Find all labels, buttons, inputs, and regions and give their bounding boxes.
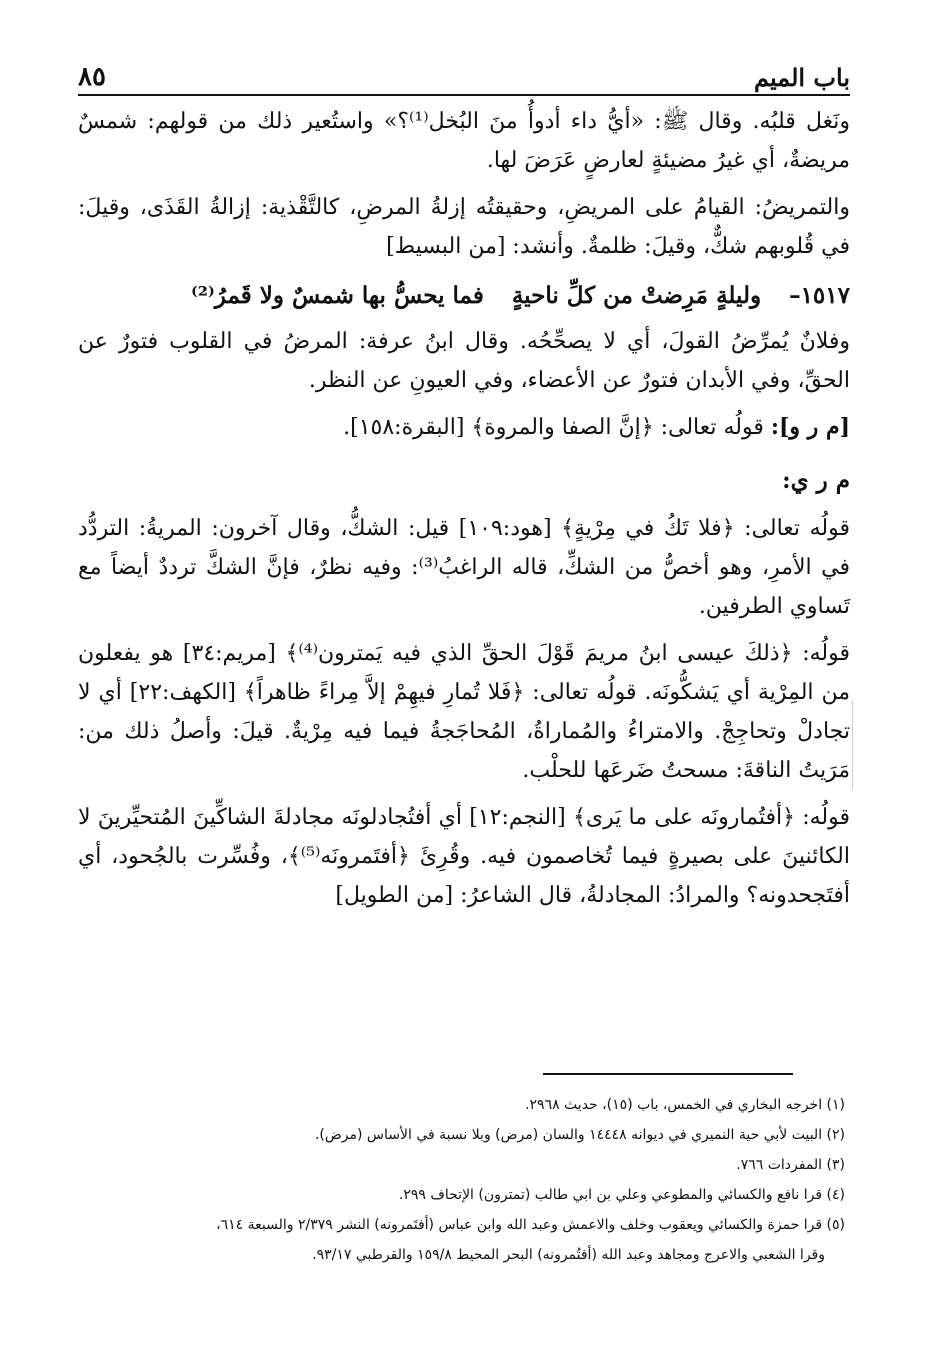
page-number: ٨٥ xyxy=(78,62,106,92)
footnotes xyxy=(100,1090,845,1270)
footnote-2: (٢) البيت لأبي حية النميري في ديوانه ١٤٤٤٨ والسان (مرض) وبلا نسبة في الأساس (مرض). xyxy=(314,1127,845,1143)
book-page xyxy=(78,52,850,915)
footnote-3: (٣) المفردات ٧٦٦. xyxy=(736,1157,845,1173)
paragraph-4-text: قولُه تعالى: ﴿إنَّ الصفا والمروة﴾ [البقرة:١٥٨]. xyxy=(343,415,764,440)
verse-hemistich-second: فما يحسُّ بها شمسٌ ولا قَمرُ⁽²⁾ xyxy=(191,282,484,309)
paragraph-1: ونَغل قلبُه. وقال ﷺ: «أيُّ داء أدوأُ منَ البُخل⁽¹⁾؟» واستُعير ذلك من قولهم: شمسٌ مريضةٌ، أي غيرُ مضيئةٍ لعارضٍ عَرَضَ لها. xyxy=(78,109,851,173)
paragraph-2: والتمريضُ: القيامُ على المريضِ، وحقيقتُه إزلةُ المرضِ، كالتَّقْذية: إزالةُ القَذَى، وقيلَ: في قُلوبهم شكٌّ، وقيلَ: ظلمةٌ. وأنشد: [من البسيط] xyxy=(78,195,850,259)
verse-number: ١٥١٧– xyxy=(789,282,850,309)
footnote-1: (١) اخرجه البخاري في الخمس، باب (١٥)، حديث ٢٩٦٨. xyxy=(525,1097,845,1113)
paragraph-7: قولُه: ﴿أفتُمارونَه على ما يَرى﴾ [النجم:١٢] أي أفتُجادلونَه مجادلةَ الشاكِّينَ المُتحيِّرينَ لا الكائنينَ على بصيرةٍ فيما تُخاصمون فيه. وقُرِئَ ﴿أفتَمرونَه⁽⁵⁾﴾، وفُسِّرت بالجُحود، أي أفتَجحدونه؟ والمرادُ: المجادلةُ، قال الشاعرُ: [من الطويل] xyxy=(78,805,851,908)
root-heading-mry: م ر ي: xyxy=(782,467,850,494)
paragraph-3: وفلانٌ يُمرِّضُ القولَ، أي لا يصحِّحُه. وقال ابنُ عرفة: المرضُ في القلوب فتورٌ عن الحقِّ، وفي الأبدان فتورٌ عن الأعضاء، وفي العيونِ عن النظر. xyxy=(78,329,850,393)
poetry-verse xyxy=(78,276,850,316)
paragraph-5: قولُه تعالى: ﴿فلا تَكُ في مِرْيةٍ﴾ [هود:١٠٩] قيل: الشكُّ، وقال آخرون: المريةُ: التردُّد في الأمرِ، وهو أخصُّ من الشكِّ، قاله الراغبُ⁽³⁾: وفيه نظرٌ، فإنَّ الشكَّ ترددٌ أيضاً مع تَساوي الطرفين. xyxy=(78,516,850,619)
page-header xyxy=(78,52,850,96)
chapter-title: باب الميم xyxy=(753,63,850,92)
paragraph-6: قولُه: ﴿ذلكَ عيسى ابنُ مريمَ قَوْلَ الحقِّ الذي فيه يَمترون⁽⁴⁾﴾ [مريم:٣٤] هو يفعلون من المِرْية أي يَشكُّونَه. قولُه تعالى: ﴿فَلا تُمارِ فيهِمْ إلاَّ مِراءً ظاهراً﴾ [الكهف:٢٢] أي لا تجادلْ وتحاجِجْ. والامتراءُ والمُماراةُ، المُحاجَجةُ فيما فيه مِرْيةٌ. قيلَ: وأصلُ ذلك من: مَرَيتُ الناقةَ: مسحتُ ضَرعَها للحلْب. xyxy=(78,641,850,783)
footnote-4: (٤) قرا نافع والكسائي والمطوعي وعلي بن ابي طالب (تمترون) الإتحاف ٢٩٩. xyxy=(398,1187,845,1203)
root-marw: [م ر و]: xyxy=(770,414,850,440)
scan-margin-line xyxy=(852,700,853,790)
footnote-5-continued: وقرا الشعبي والاعرج ومجاهد وعبد الله (أفتُمرونه) البحر المحيط ١٥٩/٨ والقرطبي ٩٣/١٧. xyxy=(312,1247,825,1263)
verse-hemistich-first: وليلةٍ مَرِضتْ من كلِّ ناحيةٍ xyxy=(511,282,762,309)
footnote-5: (٥) قرا حمزة والكسائي ويعقوب وخلف والاعمش وعبد الله وابن عباس (أفتَمرونه) النشر ٢/٣٧٩ والسبعة ٦١٤، xyxy=(216,1217,845,1233)
footnote-separator xyxy=(543,1073,793,1075)
paragraph-4 xyxy=(78,408,850,447)
